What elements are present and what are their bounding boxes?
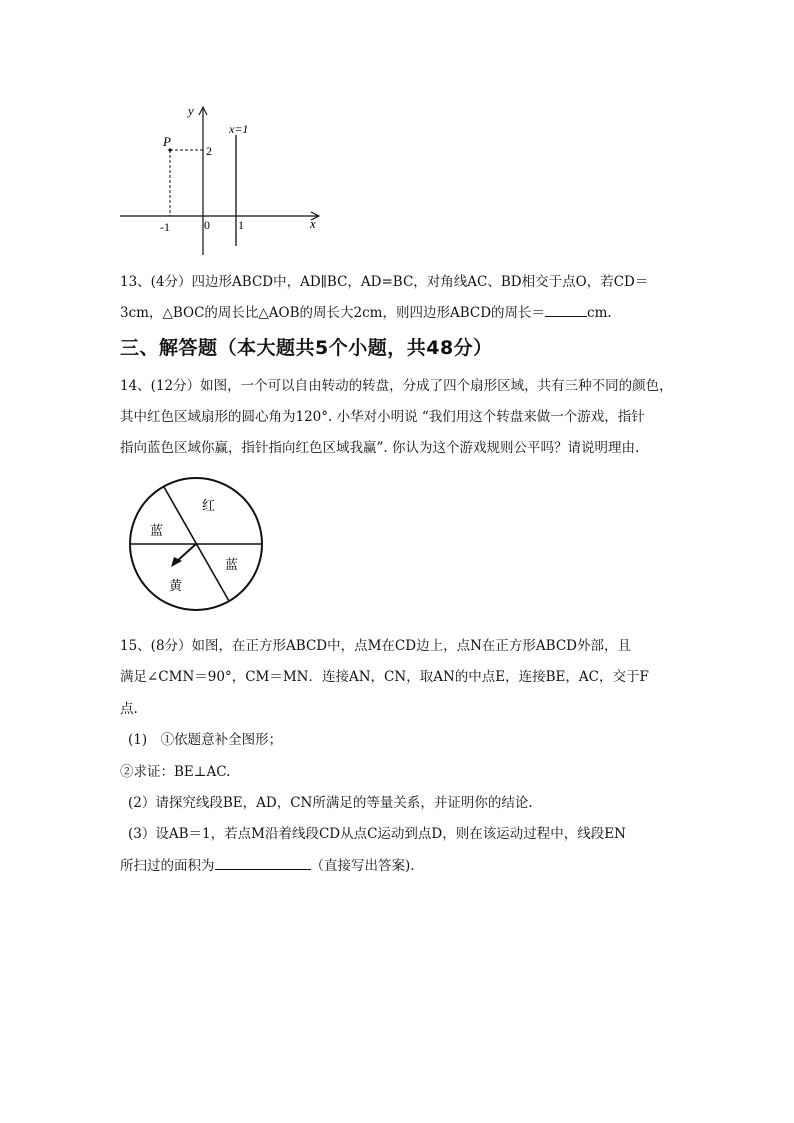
x-tick-pos-label: 1 <box>238 218 244 232</box>
spinner-pointer <box>176 544 196 562</box>
q14-line2: 其中红色区域扇形的圆心角为120°. 小华对小明说 “我们用这个转盘来做一个游戏，指针 <box>120 409 645 425</box>
q15-part3-line1: (3）设AB＝1，若点M沿着线段CD从点C运动到点D，则在该运动过程中，线段EN <box>128 826 626 842</box>
spinner-blue-left-label: 蓝 <box>150 523 164 538</box>
spinner-blue-right-label: 蓝 <box>225 557 239 572</box>
q13-line2-unit: cm. <box>587 305 612 321</box>
coordinate-graph <box>110 95 340 255</box>
q13-answer-blank[interactable] <box>545 304 587 317</box>
section-heading: 三、解答题（本大题共5个小题，共48分） <box>120 337 493 359</box>
spinner-figure <box>122 475 272 615</box>
q15-part1a: (1) ①依题意补全图形； <box>128 732 283 748</box>
q14-line3: 指向蓝色区域你赢，指针指向红色区域我赢”. 你认为这个游戏规则公平吗？请说明理由. <box>120 440 640 456</box>
x-tick-neg-label: -1 <box>160 220 170 234</box>
x-axis-label: x <box>310 216 316 231</box>
origin-label: 0 <box>204 218 210 232</box>
q13-line2-text: 3cm，△BOC的周长比△AOB的周长大2cm，则四边形ABCD的周长＝ <box>120 305 546 321</box>
q15-part1b: ②求证：BE⊥AC. <box>120 764 231 780</box>
p-label: P <box>163 134 171 149</box>
q15-part2: (2）请探究线段BE，AD，CN所满足的等量关系，并证明你的结论. <box>128 795 533 811</box>
line-label: x=1 <box>229 122 249 136</box>
q15-line2: 满足∠CMN＝90°，CM＝MN．连接AN，CN，取AN的中点E，连接BE，AC，交于F <box>120 669 649 685</box>
q13-line1: 13、(4分）四边形ABCD中，AD∥BC，AD=BC，对角线AC、BD相交于点O，若CD＝ <box>120 274 649 290</box>
spinner-yellow-label: 黄 <box>169 578 183 593</box>
q15-part3-line2 <box>120 854 415 874</box>
spinner-red-label: 红 <box>202 498 216 513</box>
q15-line3: 点. <box>120 701 138 717</box>
q15-part3-line2-end: （直接写出答案). <box>310 858 415 874</box>
q15-part3-line2-text: 所扫过的面积为 <box>120 858 215 874</box>
q14-line1: 14、(12分）如图，一个可以自由转动的转盘，分成了四个扇形区域，共有三种不同的颜色， <box>120 378 673 394</box>
q15-answer-blank[interactable] <box>215 857 311 870</box>
q15-line1: 15、(8分）如图，在正方形ABCD中，点M在CD边上，点N在正方形ABCD外部，且 <box>120 638 631 654</box>
q13-line2 <box>120 301 612 321</box>
y-tick-label: 2 <box>206 144 212 158</box>
y-axis-label: y <box>188 103 194 118</box>
